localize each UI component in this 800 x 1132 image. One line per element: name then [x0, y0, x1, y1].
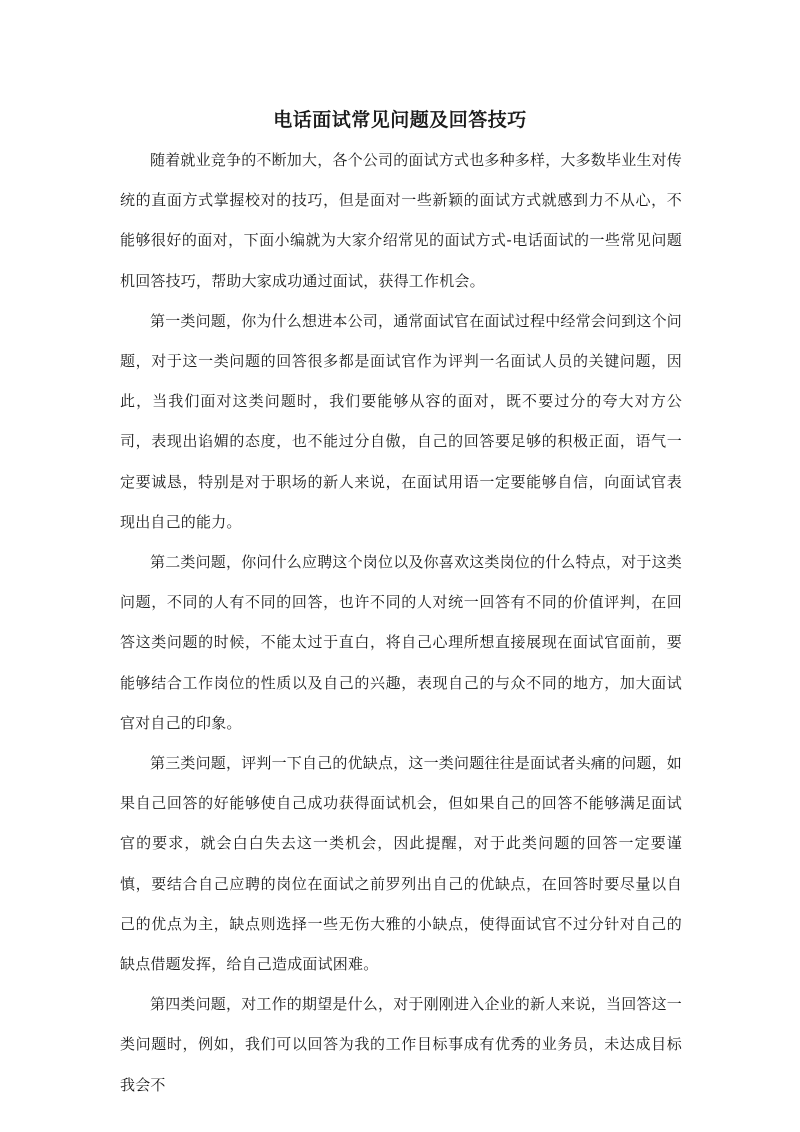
- paragraph-question-4: 第四类问题，对工作的期望是什么，对于刚刚进入企业的新人来说，当回答这一类问题时，例如，我们可以回答为我的工作目标事成有优秀的业务员，未达成目标我会不: [120, 995, 683, 1094]
- document-title: 电话面试常见问题及回答技巧: [273, 109, 527, 131]
- document-body: [120, 140, 682, 1105]
- paragraph-question-3: 第三类问题，评判一下自己的优缺点，这一类问题往往是面试者头痛的问题，如果自己回答的好能够使自己成功获得面试机会，但如果自己的回答不能够满足面试官的要求，就会白白失去这一类机会，因此提醒，对于此类问题的回答一定要谨慎，要结合自己应聘的岗位在面试之前罗列出自己的优缺点，在回答时要尽量以自己的优点为主，缺点则选择一些无伤大雅的小缺点，使得面试官不过分针对自己的缺点借题发挥，给自己造成面试困难。: [120, 754, 683, 974]
- paragraph-intro: 随着就业竞争的不断加大，各个公司的面试方式也多种多样，大多数毕业生对传统的直面方式掌握校对的技巧，但是面对一些新颖的面试方式就感到力不从心，不能够很好的面对，下面小编就为大家介绍常见的面试方式-电话面试的一些常见问题机回答技巧，帮助大家成功通过面试，获得工作机会。: [120, 151, 683, 290]
- paragraph-question-2: 第二类问题，你问什么应聘这个岗位以及你喜欢这类岗位的什么特点，对于这类问题，不同的人有不同的回答，也许不同的人对统一回答有不同的价值评判，在回答这类问题的时候，不能太过于直白，将自己心理所想直接展现在面试官面前，要能够结合工作岗位的性质以及自己的兴趣，表现自己的与众不同的地方，加大面试官对自己的印象。: [120, 553, 683, 732]
- paragraph-question-1: 第一类问题，你为什么想进本公司，通常面试官在面试过程中经常会问到这个问题，对于这一类问题的回答很多都是面试官作为评判一名面试人员的关键问题，因此，当我们面对这类问题时，我们要能够从容的面对，既不要过分的夸大对方公司，表现出谄媚的态度，也不能过分自傲，自己的回答要足够的积极正面，语气一定要诚恳，特别是对于职场的新人来说，在面试用语一定要能够自信，向面试官表现出自己的能力。: [120, 311, 683, 531]
